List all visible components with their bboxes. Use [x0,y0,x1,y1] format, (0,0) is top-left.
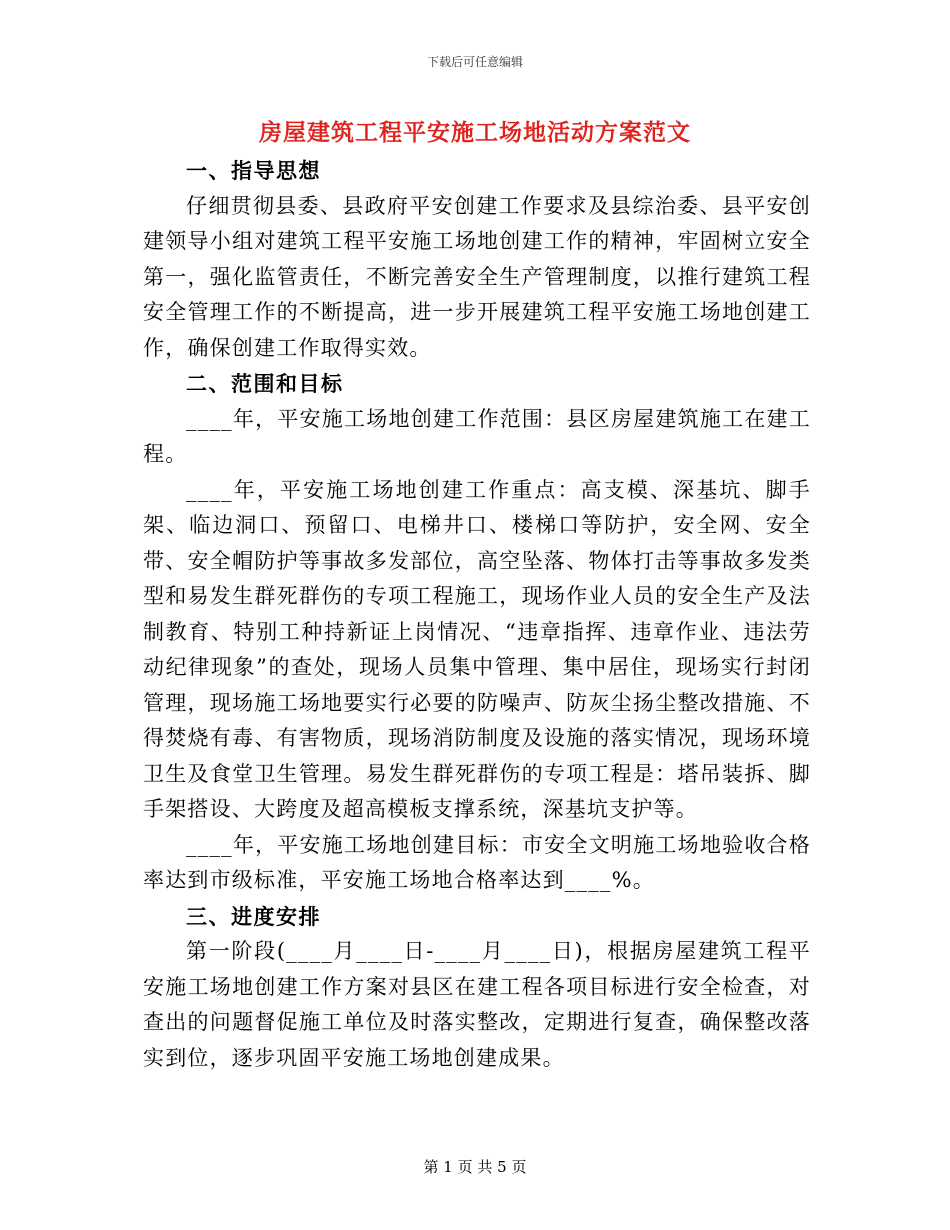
section-heading-schedule: 三、进度安排 [186,903,321,929]
paragraph: ____年，平安施工场地创建目标：市安全文明施工场地验收合格率达到市级标准，平安施工场地合格率达到____%。 [143,832,811,892]
paragraph: 仔细贯彻县委、县政府平安创建工作要求及县综治委、县平安创建领导小组对建筑工程平安施工场地创建工作的精神，牢固树立安全第一，强化监管责任，不断完善安全生产管理制度，以推行建筑工程安全管理工作的不断提高，进一步开展建筑工程平安施工场地创建工作，确保创建工作取得实效。 [143,193,811,360]
document-title: 房屋建筑工程平安施工场地活动方案范文 [259,119,691,146]
section-heading-guiding-ideology: 一、指导思想 [186,158,321,183]
section-heading-scope-and-goals: 二、范围和目标 [186,371,344,396]
document-body [143,153,811,1076]
paragraph: 第一阶段(____月____日-____月____日)，根据房屋建筑工程平安施工场地创建工作方案对县区在建工程各项目标进行安全检查，对查出的问题督促施工单位及时落实整改，定期进行复查，确保整改落实到位，逐步巩固平安施工场地创建成果。 [143,939,811,1070]
page-header: 下载后可任意编辑 [426,55,523,69]
page-number: 第 1 页 共 5 页 [423,1158,527,1176]
paragraph: ____年，平安施工场地创建工作范围：县区房屋建筑施工在建工程。 [143,406,811,466]
paragraph: ____年，平安施工场地创建工作重点：高支模、深基坑、脚手架、临边洞口、预留口、电梯井口、楼梯口等防护，安全网、安全带、安全帽防护等事故多发部位，高空坠落、物体打击等事故多发类型和易发生群死群伤的专项工程施工，现场作业人员的安全生产及法制教育、特别工种持新证上岗情况、“违章指挥、违章作业、违法劳动纪律现象”的查处，现场人员集中管理、集中居住，现场实行封闭管理，现场施工场地要实行必要的防噪声、防灰尘扬尘整改措施、不得焚烧有毒、有害物质，现场消防制度及设施的落实情况，现场环境卫生及食堂卫生管理。易发生群死群伤的专项工程是：塔吊装拆、脚手架搭设、大跨度及超高模板支撑系统，深基坑支护等。 [143,477,811,821]
